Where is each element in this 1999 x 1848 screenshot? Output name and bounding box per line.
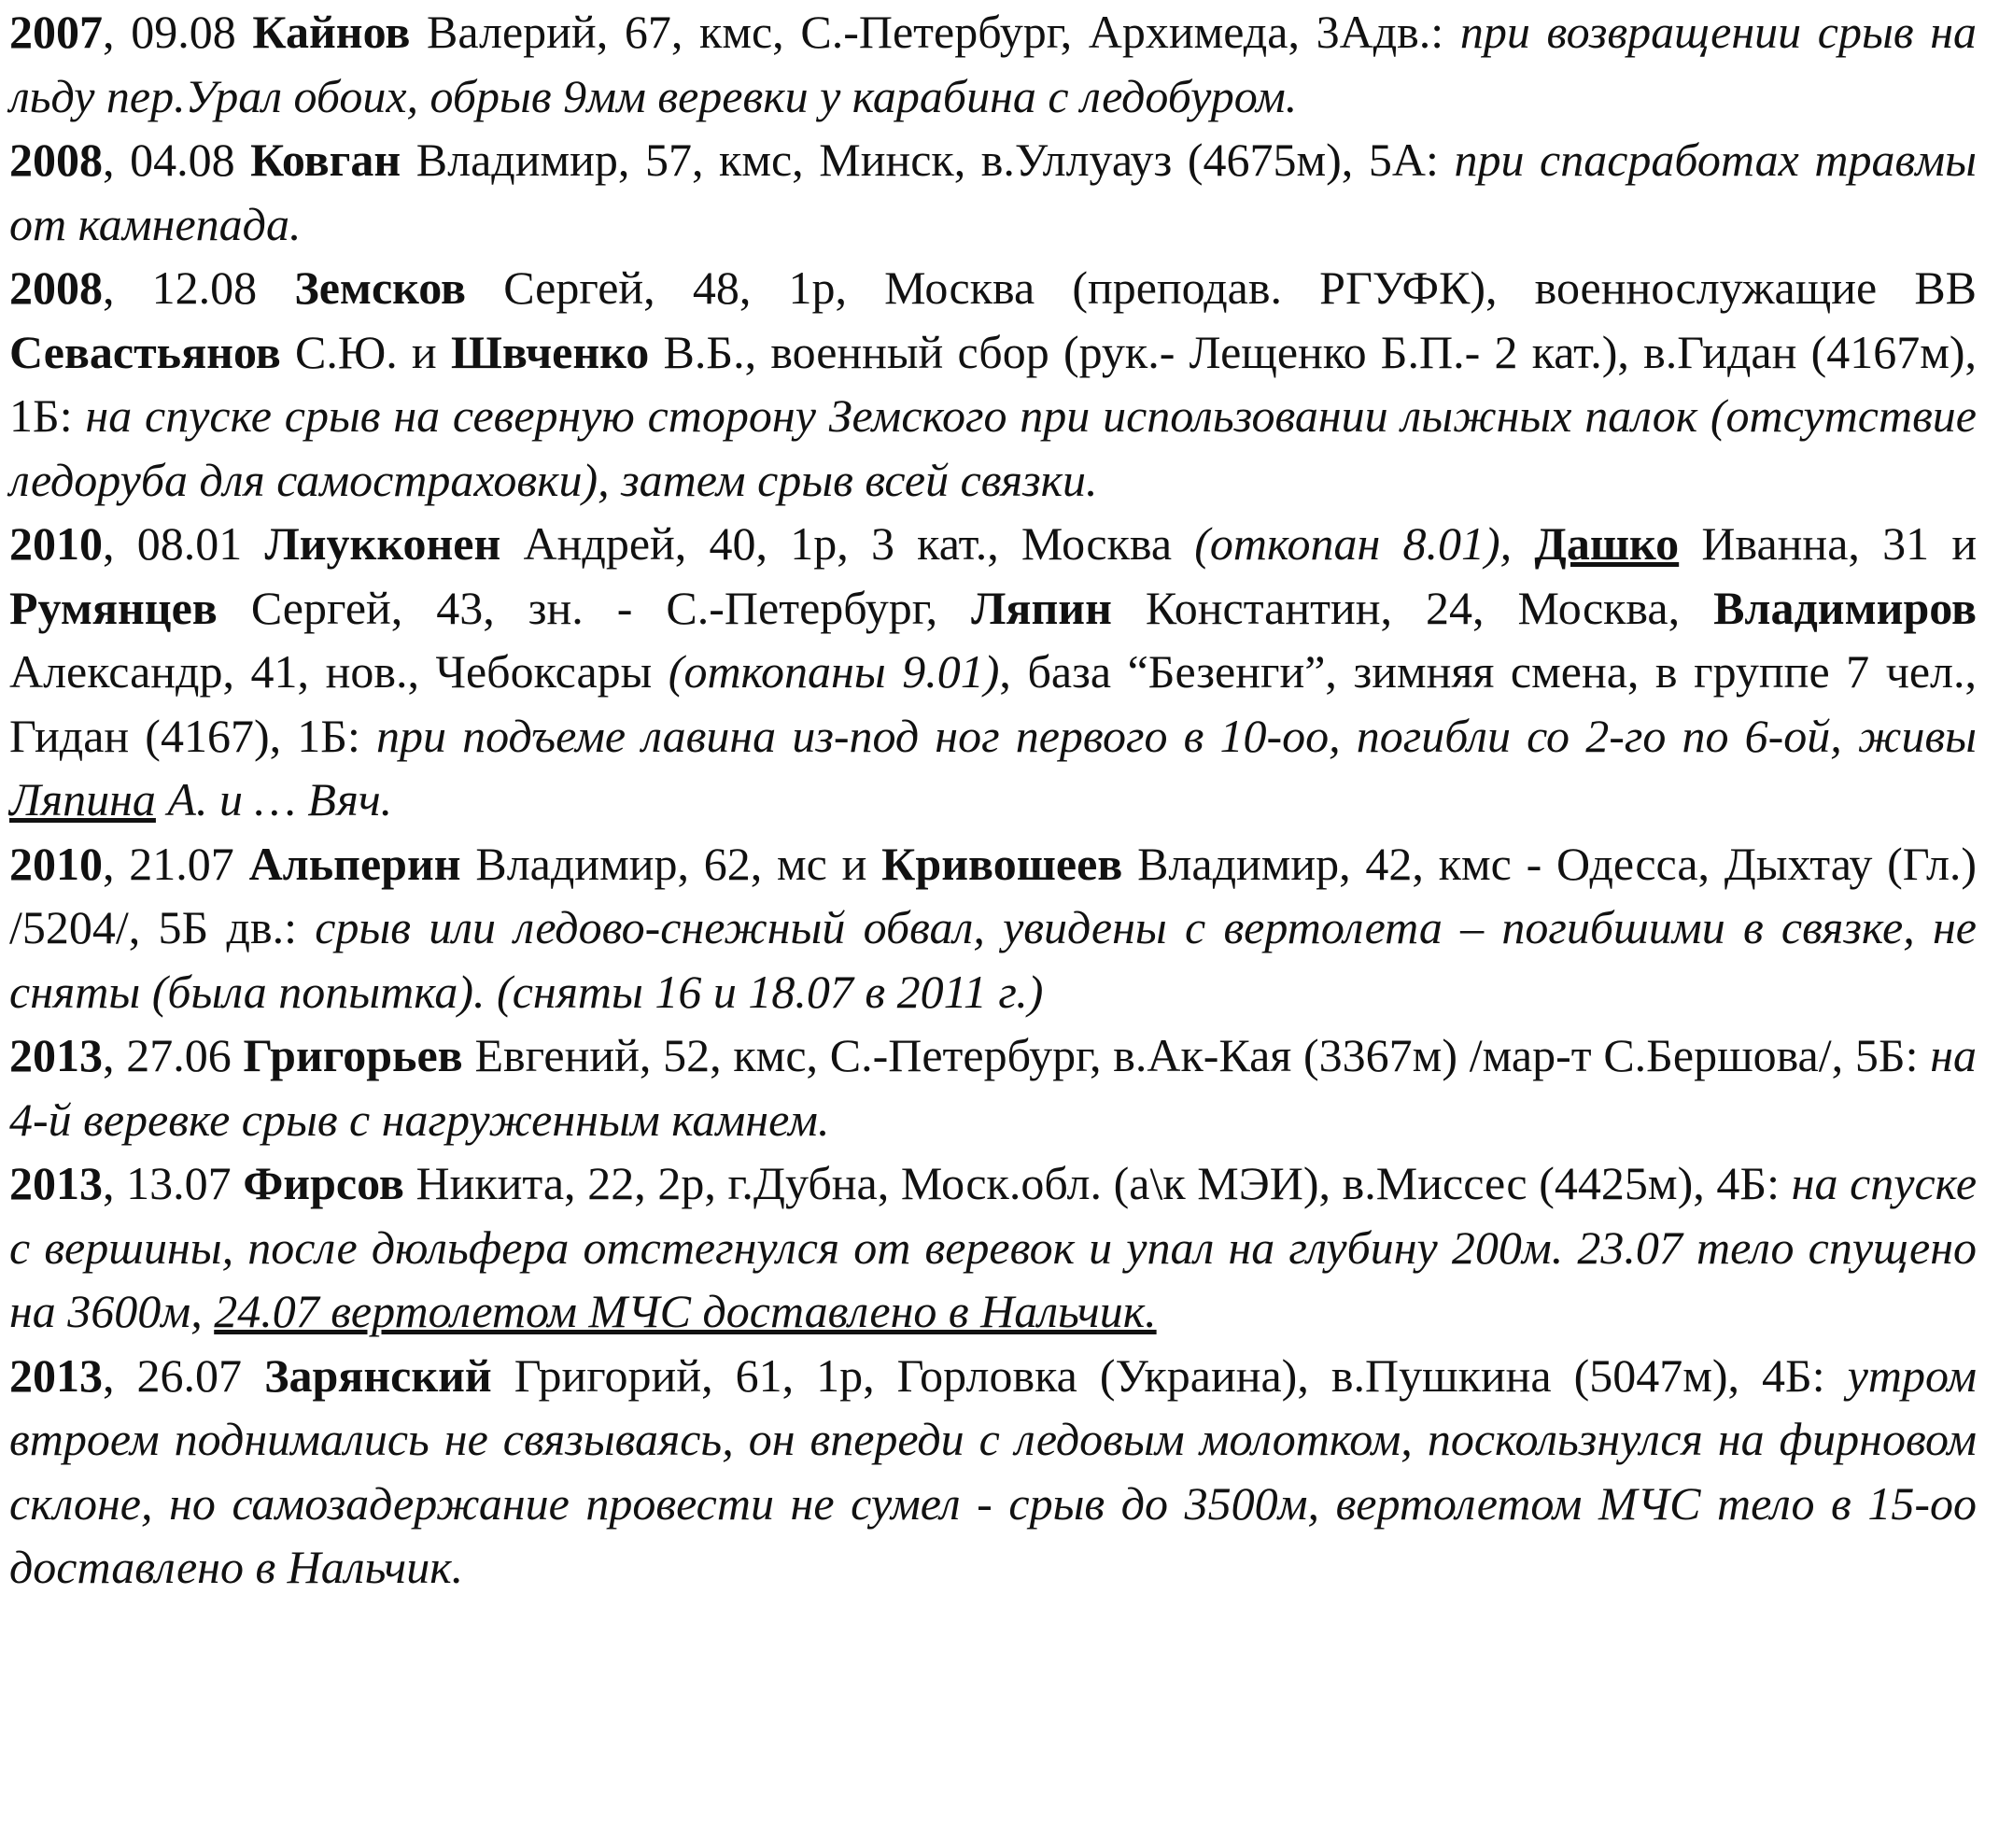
entry-description: на спуске с вершины, после дюльфера отстегнулся от веревок и упал на глубину 200м. 23.07 тело спущено на 3600м, xyxy=(9,1157,1978,1337)
entry-surname: Григорьев xyxy=(243,1029,463,1081)
entry-details: Валерий, 67, кмс, С.-Петербург, Архимеда, 3Адв.: xyxy=(427,6,1444,58)
entry-year: 2013 xyxy=(9,1157,103,1209)
entry-details-2: С.Ю. и xyxy=(294,325,437,378)
entry-surname: Фирсов xyxy=(243,1157,404,1209)
entry-details: Евгений, 52, кмс, С.-Петербург, в.Ак-Кая (3367м) /мар-т С.Бершова/, 5Б: xyxy=(474,1029,1919,1081)
entry-surname-2: Кривошеев xyxy=(881,837,1123,890)
entry-details-4: Константин, 24, Москва, xyxy=(1145,581,1681,634)
entry-description: на 4-й веревке срыв с нагруженным камнем. xyxy=(9,1029,1978,1146)
entry-date: 21.07 xyxy=(129,837,234,890)
entry-description: утром втроем поднимались не связываясь, он впереди с ледовым молотком, поскользнулся на фирновом склоне, но самозадержание провести не сумел - срыв до 3500м, вертолетом МЧС тело в 15-оо доставлено в Нальчик. xyxy=(9,1348,1978,1593)
entry-year: 2008 xyxy=(9,261,103,314)
entry-2013-zaryanskiy: 2013, 26.07 Зарянский Григорий, 61, 1р, Горловка (Украина), в.Пушкина (5047м), 4Б: утром втроем поднимались не связываясь, он впереди с ледовым молотком, поскользнулся на фирновом склоне, но самозадержание провести не сумел - срыв до 3500м, вертолетом МЧС тело в 15-оо доставлено в Нальчик. xyxy=(9,1348,1978,1593)
entry-details-5: Александр, 41, нов., Чебоксары xyxy=(9,645,653,698)
entry-details: Сергей, 48, 1р, Москва (преподав. РГУФК), военнослужащие ВВ xyxy=(503,261,1978,314)
entry-description: при подъеме лавина из-под ног первого в 10-оо, погибли со 2-го по 6-ой, живы xyxy=(376,709,1978,762)
entry-year: 2007 xyxy=(9,6,103,58)
entry-date: 04.08 xyxy=(130,134,235,186)
entry-2010-alperin: 2010, 21.07 Альперин Владимир, 62, мс и Кривошеев Владимир, 42, кмс - Одесса, Дыхтау (Гл.) /5204/, 5Б дв.: срыв или ледово-снежный обвал, увидены с вертолета – погибшими в связке, не сняты (была попытка). (сняты 16 и 18.07 в 2011 г.) xyxy=(9,837,1978,1018)
entry-year: 2013 xyxy=(9,1029,103,1081)
entry-surname-4: Ляпин xyxy=(971,581,1112,634)
entry-surname-5: Владимиров xyxy=(1713,581,1978,634)
entry-surname: Лиукконен xyxy=(264,517,501,570)
entry-details-2: Владимир, 42, кмс - Одесса, Дыхтау (Гл.) /5204/, 5Б дв.: xyxy=(9,837,1978,953)
entry-surname: Ковган xyxy=(250,134,401,186)
entry-date: 12.08 xyxy=(151,261,258,314)
entry-description: при возвращении срыв на льду пер.Урал обоих, обрыв 9мм веревки у карабина с ледобуром. xyxy=(9,6,1978,122)
entry-details: Григорий, 61, 1р, Горловка (Украина), в.Пушкина (5047м), 4Б: xyxy=(514,1348,1825,1402)
entry-date: 26.07 xyxy=(136,1348,243,1402)
entry-description: при спасработах травмы от камнепада. xyxy=(9,134,1977,250)
entry-year: 2013 xyxy=(9,1348,103,1402)
entry-surname: Зарянский xyxy=(264,1348,492,1402)
entry-details: Никита, 22, 2р, г.Дубна, Моск.обл. (а\к МЭИ), в.Миссес (4425м), 4Б: xyxy=(415,1157,1780,1209)
entry-description-underlined: 24.07 вертолетом МЧС доставлено в Нальчик. xyxy=(214,1285,1157,1337)
entry-surname-2: Севастьянов xyxy=(9,325,281,378)
entry-description: срыв или ледово-снежный обвал, увидены с вертолета – погибшими в связке, не сняты (была попытка). (сняты 16 и 18.07 в 2011 г.) xyxy=(9,901,1978,1018)
entry-2010-liukkonen: 2010, 08.01 Лиукконен Андрей, 40, 1р, 3 кат., Москва (откопан 8.01), Дашко Иванна, 31 и Румянцев Сергей, 43, зн. - С.-Петербург, Ляпин Константин, 24, Москва, Владимиров Александр, 41, нов., Чебоксары (откопаны 9.01), база “Безенги”, зимняя смена, в группе 7 чел., Гидан (4167), 1Б: при подъеме лавина из-под ног первого в 10-оо, погибли со 2-го по 6-ой, живы Ляпина А. и … Вяч. xyxy=(9,517,1978,825)
entry-2008-kovgan: 2008, 04.08 Ковган Владимир, 57, кмс, Минск, в.Уллуауз (4675м), 5А: при спасработах травмы от камнепада. xyxy=(9,134,1977,250)
entry-year: 2008 xyxy=(9,134,103,186)
entry-date: 13.07 xyxy=(126,1157,232,1209)
entry-date: 27.06 xyxy=(126,1029,232,1081)
entry-date: 08.01 xyxy=(136,517,243,570)
entry-survivor: Ляпина xyxy=(9,773,156,825)
entry-2013-grigoriev: 2013, 27.06 Григорьев Евгений, 52, кмс, С.-Петербург, в.Ак-Кая (3367м) /мар-т С.Бершова/, 5Б: на 4-й веревке срыв с нагруженным камнем. xyxy=(9,1029,1978,1146)
entry-details: Владимир, 62, мс и xyxy=(475,837,867,890)
entry-note: (откопан 8.01), xyxy=(1194,517,1513,570)
entry-note-2: (откопаны 9.01) xyxy=(668,645,1000,698)
entry-surname-3: Румянцев xyxy=(9,581,218,634)
entry-surname: Земсков xyxy=(294,261,467,314)
entry-date: 09.08 xyxy=(131,6,236,58)
entry-2013-firsov: 2013, 13.07 Фирсов Никита, 22, 2р, г.Дубна, Моск.обл. (а\к МЭИ), в.Миссес (4425м), 4Б: на спуске с вершины, после дюльфера отстегнулся от веревок и упал на глубину 200м. 23.07 тело спущено на 3600м, 24.07 вертолетом МЧС доставлено в Нальчик. xyxy=(9,1157,1978,1337)
entry-details-3: Сергей, 43, зн. - С.-Петербург, xyxy=(250,581,938,634)
entry-surname: Альперин xyxy=(248,837,461,890)
entry-2008-zemskov: 2008, 12.08 Земсков Сергей, 48, 1р, Москва (преподав. РГУФК), военнослужащие ВВ Севастьянов С.Ю. и Швченко В.Б., военный сбор (рук.- Лещенко Б.П.- 2 кат.), в.Гидан (4167м), 1Б: на спуске срыв на северную сторону Земского при использовании лыжных палок (отсутствие ледоруба для самостраховки), затем срыв всей связки. xyxy=(9,261,1978,506)
entry-details-2: Иванна, 31 и xyxy=(1701,517,1978,570)
entry-surname-2: Дашко xyxy=(1534,517,1680,570)
entry-details: Владимир, 57, кмс, Минск, в.Уллуауз (4675м), 5А: xyxy=(415,134,1439,186)
entry-details-6: , база “Безенги”, зимняя смена, в группе 7 чел., Гидан (4167), 1Б: xyxy=(9,645,1978,762)
entry-year: 2010 xyxy=(9,837,103,890)
entry-year: 2010 xyxy=(9,517,103,570)
entry-surname: Кайнов xyxy=(252,6,411,58)
entry-surname-3: Швченко xyxy=(450,325,650,378)
entry-details-3: В.Б., военный сбор (рук.- Лещенко Б.П.- 2 кат.), в.Гидан (4167м), 1Б: xyxy=(9,325,1978,442)
entry-2007-kainov: 2007, 09.08 Кайнов Валерий, 67, кмс, С.-Петербург, Архимеда, 3Адв.: при возвращении срыв на льду пер.Урал обоих, обрыв 9мм веревки у карабина с ледобуром. xyxy=(9,6,1978,122)
entry-description-end: А. и … Вяч. xyxy=(167,773,393,825)
entry-details: Андрей, 40, 1р, 3 кат., Москва xyxy=(523,517,1173,570)
entry-description: на спуске срыв на северную сторону Земского при использовании лыжных палок (отсутствие ледоруба для самостраховки), затем срыв всей связки. xyxy=(9,389,1977,506)
